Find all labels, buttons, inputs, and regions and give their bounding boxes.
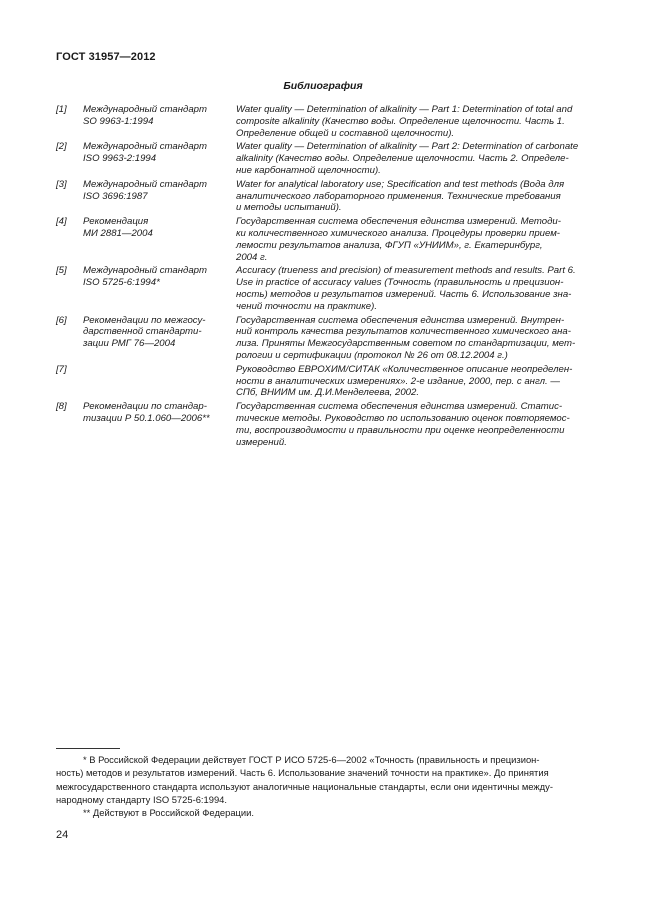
entry-text-line: composite alkalinity (Качество воды. Определение щелочности. Часть 1. [236, 115, 565, 127]
entry-text [236, 179, 594, 214]
footnote-1 [56, 753, 594, 806]
entry-source [83, 216, 236, 263]
entry-source-line: Международный стандарт [83, 104, 208, 115]
entry-text-line: аналитического лабораторного применения. Технические требования [236, 190, 561, 202]
entry-text-line: Water quality — Determination of alkalinity — Part 2: Determination of carbonate [236, 141, 579, 153]
entry-text [236, 364, 594, 399]
document-header: ГОСТ 31957—2012 [56, 51, 156, 63]
bibliography-entry [56, 265, 594, 312]
bibliography-entry [56, 104, 594, 139]
entry-source-line: зации РМГ 76—2004 [83, 338, 176, 350]
footnote-2 [56, 806, 594, 819]
bibliography-entry [56, 179, 594, 214]
footnote-line: ность) методов и результатов измерений. Часть 6. Использование значений точности на практике». До принятия [56, 767, 549, 779]
entry-text [236, 315, 594, 362]
entry-source-line: дарственной стандарти- [83, 326, 202, 338]
entry-source-line: Рекомендации по межгосу- [83, 314, 206, 326]
entry-number: [1] [56, 104, 67, 115]
footnote-line: * В Российской Федерации действует ГОСТ Р ИСО 5725-6—2002 «Точность (правильность и прецизион- [83, 754, 540, 765]
entry-source [83, 265, 236, 312]
entry-text-line: alkalinity (Качество воды. Определение щелочности. Часть 2. Определе- [236, 153, 569, 165]
entry-number: [7] [56, 363, 67, 375]
entry-text-line: рологии и сертификации (протокол № 26 от 08.12.2004 г.) [236, 349, 508, 361]
entry-source [83, 179, 236, 214]
entry-text-line: ности в аналитических измерениях». 2-е издание, 2000, пер. с англ. — [236, 375, 560, 387]
entry-source-line: МИ 2881—2004 [83, 227, 153, 239]
bibliography-entry [56, 141, 594, 176]
bibliography-entry [56, 315, 594, 362]
entry-text-line: ки количественного химического анализа. Процедуры проверки прием- [236, 227, 560, 239]
entry-source [83, 315, 236, 362]
entry-text-line: Accuracy (trueness and precision) of measurement methods and results. Part 6. [236, 265, 576, 277]
entry-source-line: тизации Р 50.1.060—2006** [83, 412, 210, 424]
entry-text-line: измерений. [236, 436, 287, 448]
entry-source-line: ISO 3696:1987 [83, 190, 148, 202]
entry-number: [4] [56, 216, 67, 228]
bibliography-title: Библиография [283, 80, 363, 92]
entry-number: [2] [56, 141, 67, 153]
entry-source [83, 104, 236, 139]
entry-source-line: ISO 5725-6:1994* [83, 277, 160, 289]
entry-text-line: ние карбонатной щелочности). [236, 164, 381, 176]
footnote-line: межгосударственного стандарта используют аналогичные национальные стандарты, если они идентичны между- [56, 780, 553, 792]
entry-text-line: и методы испытаний). [236, 202, 342, 214]
entry-number: [8] [56, 401, 67, 413]
bibliography-entry [56, 216, 594, 263]
entry-source [83, 141, 236, 176]
entry-text-line: Определение общей и составной щелочности). [236, 127, 455, 139]
entry-text-line: Руководство ЕВРОХИМ/СИТАК «Количественное описание неопределен- [236, 363, 573, 375]
entry-text [236, 401, 594, 448]
entry-text-line: ти, воспроизводимости и правильности при оценке неопределенности [236, 424, 565, 436]
entry-text [236, 216, 594, 263]
footnote-line: народному стандарту ISO 5725-6:1994. [56, 793, 227, 805]
entry-text-line: лемости результатов анализа, ФГУП «УНИИМ», г. Екатеринбург, [236, 239, 543, 251]
entry-text-line: 2004 г. [236, 251, 268, 263]
entry-text-line: Use in practice of accuracy values (Точность (правильность и прецизион- [236, 277, 564, 289]
entry-source [83, 401, 236, 448]
entry-text [236, 265, 594, 312]
entry-number: [6] [56, 314, 67, 326]
entry-text-line: чений точности на практике). [236, 300, 377, 312]
entry-text-line: Water quality — Determination of alkalinity — Part 1: Determination of total and [236, 104, 573, 115]
entry-text-line: ность) методов и результатов измерений. Часть 6. Использование зна- [236, 288, 572, 300]
entry-number: [3] [56, 178, 67, 190]
entry-source-line: ISO 9963-2:1994 [83, 153, 157, 165]
entry-source-line: Международный стандарт [83, 178, 208, 190]
entry-text [236, 141, 594, 176]
entry-source-line: Международный стандарт [83, 141, 208, 153]
entry-text-line: лиза. Приняты Межгосударственным советом по стандартизации, мет- [236, 338, 576, 350]
bibliography-entry [56, 401, 594, 448]
entry-text [236, 104, 594, 139]
entry-source-line: Рекомендации по стандар- [83, 401, 207, 413]
footnote-divider [56, 748, 120, 749]
entry-source-line: Международный стандарт [83, 265, 208, 277]
entry-text-line: Water for analytical laboratory use; Specification and test methods (Вода для [236, 178, 565, 190]
entry-text-line: ний контроль качества результатов количественного химического ана- [236, 326, 571, 338]
entry-text-line: Государственная система обеспечения единства измерений. Статис- [236, 401, 563, 413]
entry-text-line: Государственная система обеспечения единства измерений. Методи- [236, 216, 561, 228]
entry-text-line: тические методы. Руководство по использованию оценок повторяемос- [236, 412, 570, 424]
entry-source-line: SO 9963-1:1994 [83, 115, 154, 127]
bibliography-list [56, 104, 594, 450]
page-number: 24 [56, 829, 69, 841]
footnote-line: ** Действуют в Российской Федерации. [83, 807, 255, 818]
entry-source-line: Рекомендация [83, 216, 149, 228]
entry-number: [5] [56, 265, 67, 277]
entry-text-line: Государственная система обеспечения единства измерений. Внутрен- [236, 314, 565, 326]
bibliography-entry [56, 364, 594, 399]
entry-text-line: СПб, ВНИИМ им. Д.И.Менделеева, 2002. [236, 387, 419, 399]
entry-source [83, 364, 236, 399]
